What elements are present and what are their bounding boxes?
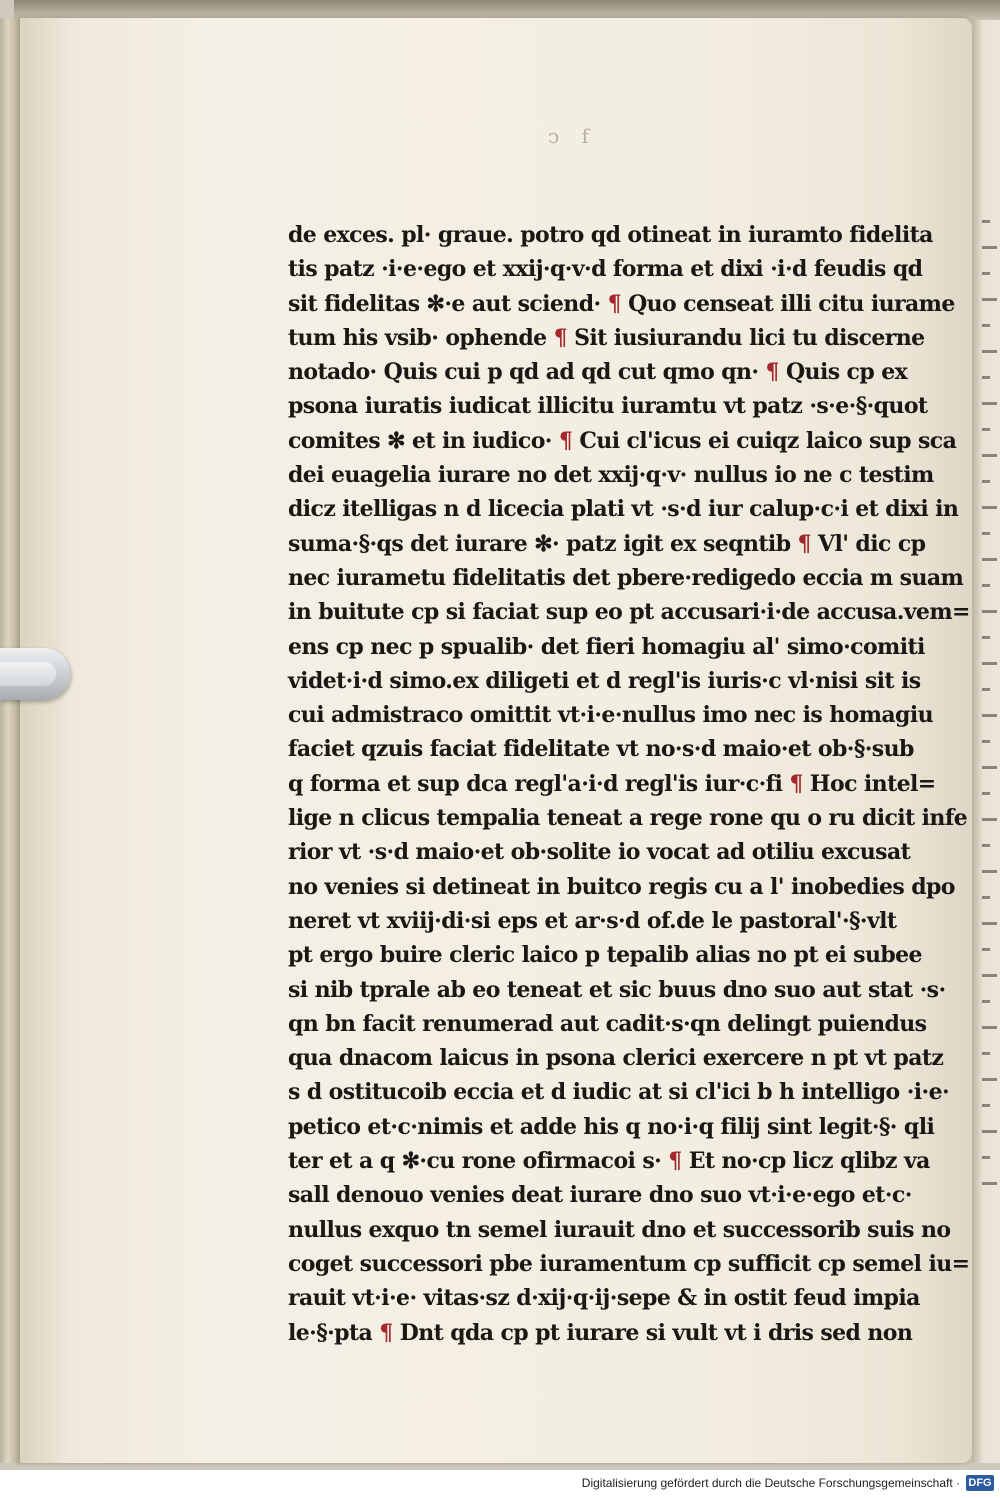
text-line: lige n clicus tempalia teneat a rege rone qu o ru dicit infe bbox=[288, 805, 968, 832]
rubric-mark: ¶ bbox=[553, 324, 568, 351]
adjacent-text-fragment bbox=[982, 402, 997, 419]
adjacent-text-fragment bbox=[982, 896, 990, 913]
adjacent-text-fragment bbox=[982, 480, 990, 497]
text-line: sit fidelitas ✻·e aut sciend· ¶ Quo censeat illi citu iurame bbox=[288, 290, 955, 317]
rubric-mark: ¶ bbox=[668, 1148, 682, 1175]
text-line: suma·§·qs det iurare ✻· patz igit ex seqntib ¶ Vl' dic cp bbox=[288, 530, 926, 557]
text-line: psona iuratis iudicat illicitu iuramtu vt patz ·s·e·§·quot bbox=[288, 393, 928, 420]
adjacent-text-fragment bbox=[982, 818, 997, 835]
adjacent-text-fragment bbox=[982, 1182, 997, 1199]
adjacent-page-edge bbox=[972, 20, 1000, 1463]
adjacent-text-fragment bbox=[982, 532, 990, 549]
adjacent-text-fragment bbox=[982, 870, 997, 887]
adjacent-text-fragment bbox=[982, 948, 990, 965]
book-edge bbox=[0, 18, 20, 1463]
adjacent-text-fragment bbox=[982, 298, 997, 315]
adjacent-text-fragment bbox=[982, 506, 997, 523]
text-line: tum his vsib· ophende ¶ Sit iusiurandu lici tu discerne bbox=[288, 324, 925, 351]
text-line: tis patz ·i·e·ego et xxij·q·v·d forma et dixi ·i·d feudis qd bbox=[288, 256, 923, 283]
page-clip-highlight bbox=[0, 662, 56, 686]
adjacent-text-fragment bbox=[982, 272, 990, 289]
adjacent-text-fragment bbox=[982, 350, 997, 367]
text-line: notado· Quis cui p qd ad qd cut qmo qn· ¶ Quis cp ex bbox=[288, 359, 908, 386]
text-line: videt·i·d simo.ex diligeti et d regl'is iuris·c vl·nisi sit is bbox=[288, 667, 921, 694]
adjacent-text-fragment bbox=[982, 584, 990, 601]
adjacent-text-fragment bbox=[982, 636, 990, 653]
adjacent-text-fragment bbox=[982, 1052, 990, 1069]
adjacent-text-fragment bbox=[982, 246, 997, 263]
text-line: de exces. pl· graue. potro qd otineat in iuramto fidelita bbox=[288, 222, 933, 248]
text-line: in buitute cp si faciat sup eo pt accusari·i·de accusa.vem= bbox=[288, 599, 970, 626]
rubric-mark: ¶ bbox=[765, 359, 779, 386]
text-line: dicz itelligas n d licecia plati vt ·s·d iur calup·c·i et dixi in bbox=[288, 496, 959, 523]
rubric-mark: ¶ bbox=[789, 770, 803, 797]
rubric-mark: ¶ bbox=[607, 290, 622, 317]
adjacent-text-fragment bbox=[982, 688, 990, 705]
adjacent-text-fragment bbox=[982, 922, 997, 939]
text-line: faciet qzuis faciat fidelitate vt no·s·d maio·et ob·§·sub bbox=[288, 736, 914, 763]
text-line: qn bn facit renumerad aut cadit·s·qn delingt puiendus bbox=[288, 1010, 927, 1037]
adjacent-text-fragment bbox=[982, 1104, 990, 1121]
text-line: coget successori pbe iuramentum cp sufficit cp semel iu= bbox=[288, 1250, 970, 1277]
pencil-mark: ↄ f bbox=[548, 124, 597, 148]
adjacent-text-fragment bbox=[982, 376, 990, 393]
text-column bbox=[288, 218, 970, 1350]
dfg-logo: DFG bbox=[966, 1475, 994, 1491]
text-line: ens cp nec p spualib· det fieri homagiu al' simo·comiti bbox=[288, 633, 925, 660]
text-line: s d ostitucoib eccia et d iudic at si cl'ici b h intelligo ·i·e· bbox=[288, 1079, 950, 1106]
adjacent-text-fragment bbox=[982, 662, 997, 679]
adjacent-text-fragment bbox=[982, 428, 990, 445]
text-line: qua dnacom laicus in psona clerici exercere n pt vt patz bbox=[288, 1045, 944, 1072]
text-line: cui admistraco omittit vt·i·e·nullus imo nec is homagiu bbox=[288, 702, 933, 729]
rubric-mark: ¶ bbox=[379, 1319, 393, 1346]
text-line: nec iurametu fidelitatis det pbere·redigedo eccia m suam bbox=[288, 564, 964, 591]
adjacent-text-fragment bbox=[982, 454, 997, 471]
rubric-mark: ¶ bbox=[797, 530, 811, 557]
footer-credit: Digitalisierung gefördert durch die Deutsche Forschungsgemeinschaft · bbox=[581, 1476, 960, 1490]
text-line: no venies si detineat in buitco regis cu a l' inobedies dpo bbox=[288, 873, 955, 900]
text-line: sall denouo venies deat iurare dno suo vt·i·e·ego et·c· bbox=[288, 1182, 912, 1209]
text-line: q forma et sup dca regl'a·i·d regl'is iur·c·fi ¶ Hoc intel= bbox=[288, 770, 936, 797]
rubric-mark: ¶ bbox=[558, 427, 573, 454]
text-line: petico et·c·nimis et adde his q no·i·q filij sint legit·§· qli bbox=[288, 1113, 935, 1140]
adjacent-text-fragment bbox=[982, 740, 990, 757]
adjacent-text-fragment bbox=[982, 974, 997, 991]
text-line: rauit vt·i·e· vitas·sz d·xij·q·ij·sepe & in ostit feud impia bbox=[288, 1285, 920, 1312]
text-line: pt ergo buire cleric laico p tepalib alias no pt ei subee bbox=[288, 942, 922, 969]
adjacent-text-fragment bbox=[982, 1026, 997, 1043]
text-line: rior vt ·s·d maio·et ob·solite io vocat ad otiliu excusat bbox=[288, 839, 911, 866]
adjacent-text-fragment bbox=[982, 714, 997, 731]
text-line: le·§·pta ¶ Dnt qda cp pt iurare si vult vt i dris sed non bbox=[288, 1319, 913, 1346]
adjacent-text-fragment bbox=[982, 844, 990, 861]
text-line: nullus exquo tn semel iurauit dno et successorib suis no bbox=[288, 1216, 951, 1243]
adjacent-text-fragment bbox=[982, 1130, 997, 1147]
adjacent-text-fragment bbox=[982, 1078, 997, 1095]
adjacent-text-fragment bbox=[982, 558, 997, 575]
adjacent-text-fragment bbox=[982, 1156, 990, 1173]
adjacent-text-fragment bbox=[982, 792, 990, 809]
adjacent-text-fragment bbox=[982, 1000, 990, 1017]
adjacent-text-fragment bbox=[982, 220, 990, 237]
footer-bar bbox=[0, 1470, 1000, 1498]
text-line: dei euagelia iurare no det xxij·q·v· nullus io ne c testim bbox=[288, 462, 934, 489]
text-line: ter et a q ✻·cu rone ofirmacoi s· ¶ Et no·cp licz qlibz va bbox=[288, 1148, 930, 1175]
adjacent-text-fragment bbox=[982, 766, 997, 783]
text-line: si nib tprale ab eo teneat et sic buus dno suo aut stat ·s· bbox=[288, 976, 946, 1003]
text-line: neret vt xviij·di·si eps et ar·s·d of.de le pastoral'·§·vlt bbox=[288, 907, 897, 934]
text-line: comites ✻ et in iudico· ¶ Cui cl'icus ei cuiqz laico sup sca bbox=[288, 427, 957, 454]
adjacent-text-fragment bbox=[982, 610, 997, 627]
adjacent-text-fragment bbox=[982, 324, 990, 341]
